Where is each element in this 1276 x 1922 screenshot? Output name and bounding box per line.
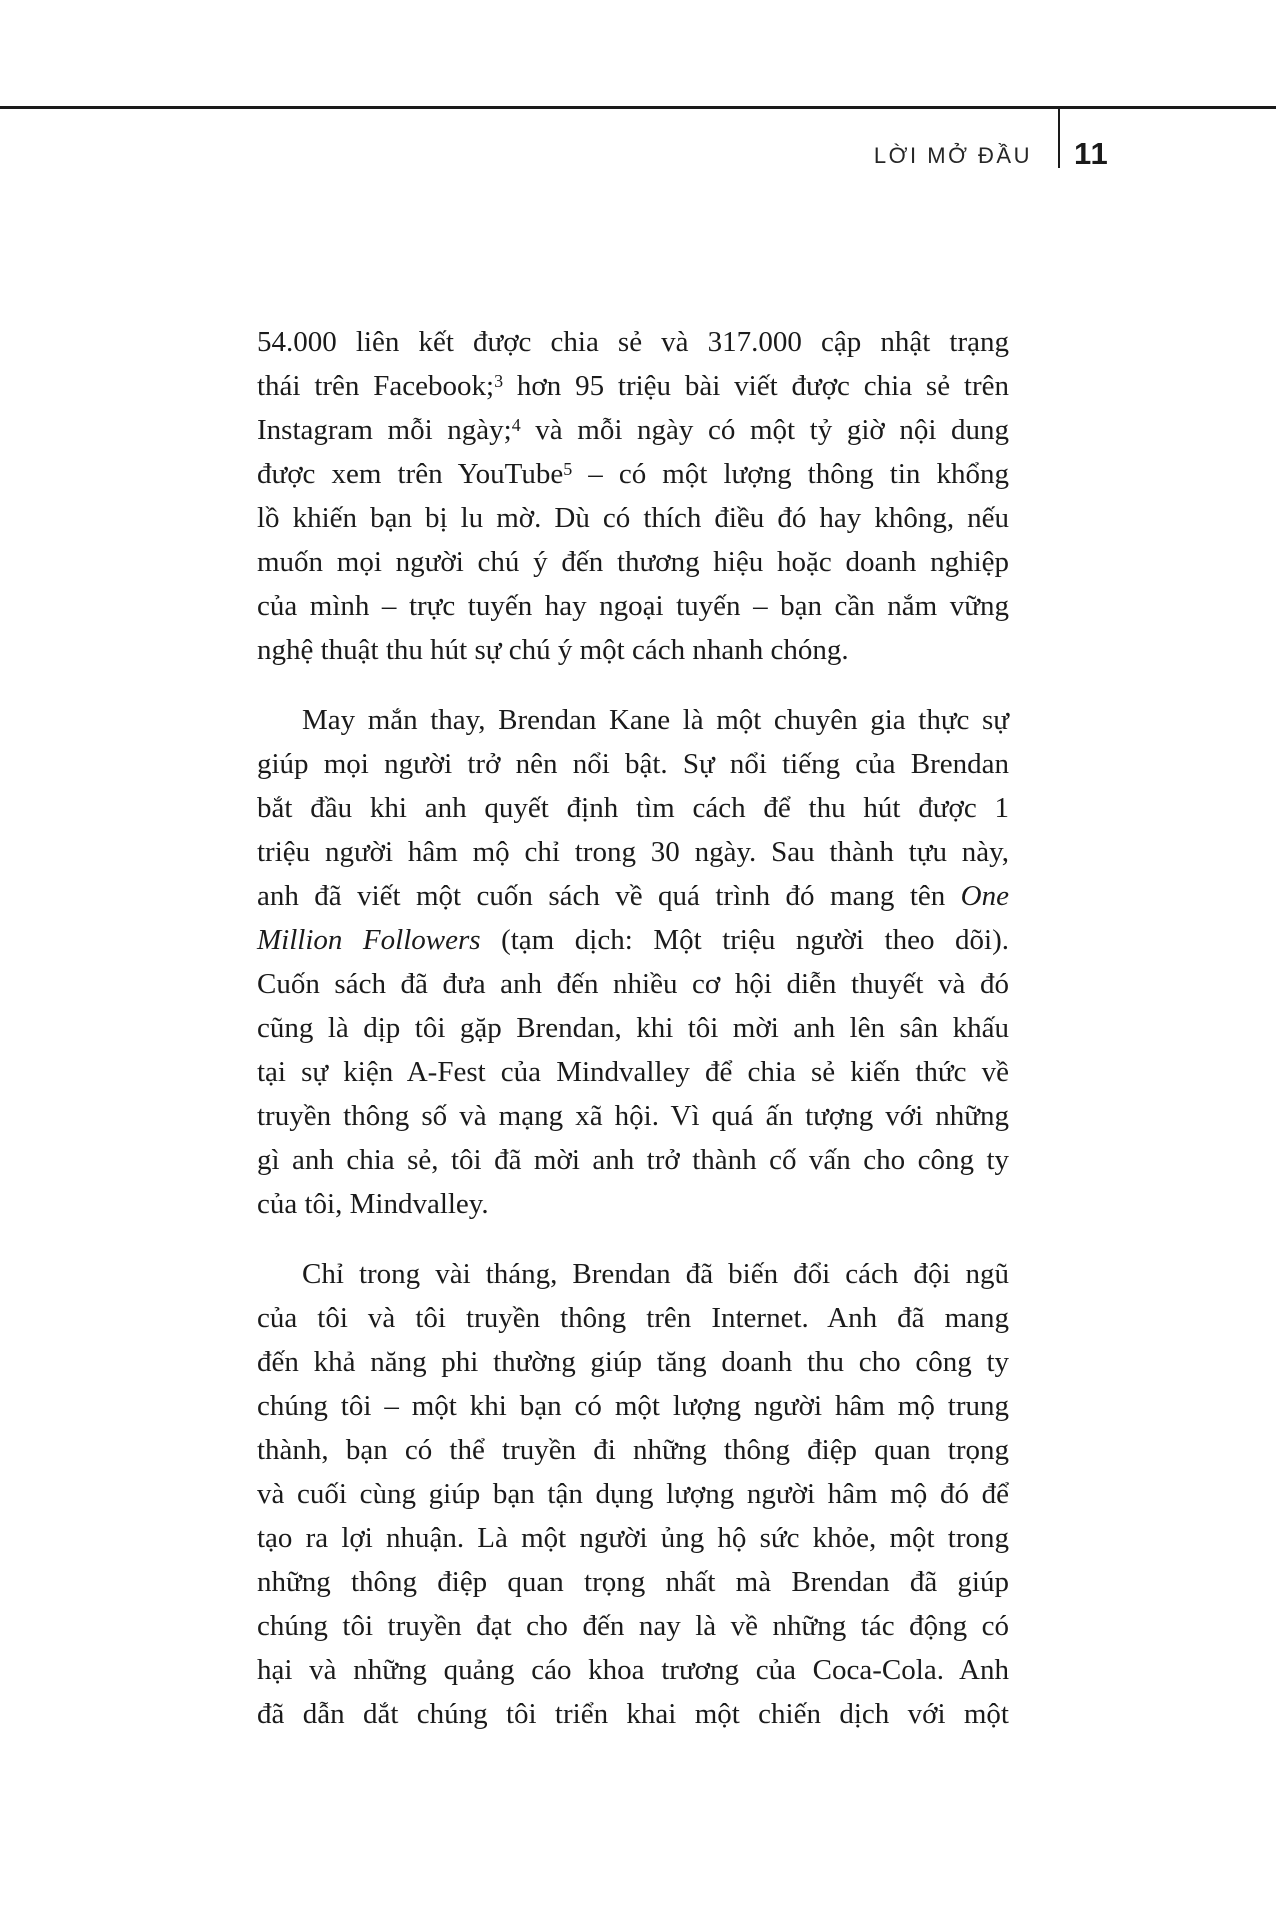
text-line: [257, 452, 1009, 496]
paragraph: [257, 1252, 1009, 1736]
text-line: [257, 1050, 1009, 1094]
text-segment: hại và những quảng cáo khoa trương của Coca-Cola. Anh: [257, 1654, 1009, 1686]
text-line: [257, 1472, 1009, 1516]
text-segment: của tôi và tôi truyền thông trên Internet. Anh đã mang: [257, 1302, 1009, 1334]
text-line: [257, 1138, 1009, 1182]
text-line: [257, 1006, 1009, 1050]
text-line: [257, 786, 1009, 830]
text-segment: anh đã viết một cuốn sách về quá trình đó mang tên: [257, 880, 961, 912]
paragraph: [257, 320, 1009, 672]
text-line: [257, 408, 1009, 452]
text-line: [257, 1604, 1009, 1648]
text-line: [257, 1094, 1009, 1138]
text-line: [257, 628, 1009, 672]
text-segment: lồ khiến bạn bị lu mờ. Dù có thích điều đó hay không, nếu: [257, 502, 1009, 534]
text-line: [257, 320, 1009, 364]
text-segment: chúng tôi – một khi bạn có một lượng người hâm mộ trung: [257, 1390, 1009, 1422]
text-segment: May mắn thay, Brendan Kane là một chuyên gia thực sự: [302, 704, 1009, 736]
footnote-reference: 4: [511, 415, 521, 436]
text-segment: Chỉ trong vài tháng, Brendan đã biến đổi cách đội ngũ: [302, 1258, 1009, 1290]
text-line: [257, 1384, 1009, 1428]
text-line: [257, 918, 1009, 962]
text-line: [257, 874, 1009, 918]
text-line: [257, 1516, 1009, 1560]
text-segment: những thông điệp quan trọng nhất mà Brendan đã giúp: [257, 1566, 1009, 1598]
text-segment: cũng là dịp tôi gặp Brendan, khi tôi mời anh lên sân khấu: [257, 1012, 1009, 1044]
header-top-rule: [0, 106, 1276, 109]
text-segment: truyền thông số và mạng xã hội. Vì quá ấn tượng với những: [257, 1100, 1009, 1132]
text-segment: Million Followers: [257, 924, 481, 956]
text-segment: của mình – trực tuyến hay ngoại tuyến – bạn cần nắm vững: [257, 590, 1009, 622]
text-line: [257, 742, 1009, 786]
text-segment: thái trên Facebook;: [257, 370, 495, 402]
header-divider-rule: [1058, 106, 1060, 168]
text-segment: – có một lượng thông tin khổng: [572, 458, 1009, 490]
text-line: [257, 1340, 1009, 1384]
text-line: [257, 540, 1009, 584]
text-segment: muốn mọi người chú ý đến thương hiệu hoặc doanh nghiệp: [257, 546, 1009, 578]
body-text: [257, 320, 1009, 1736]
text-line: [257, 962, 1009, 1006]
text-segment: tại sự kiện A-Fest của Mindvalley để chia sẻ kiến thức về: [257, 1056, 1009, 1088]
text-segment: đến khả năng phi thường giúp tăng doanh thu cho công ty: [257, 1346, 1009, 1378]
text-line: [257, 1648, 1009, 1692]
text-segment: và mỗi ngày có một tỷ giờ nội dung: [520, 414, 1009, 446]
text-segment: chúng tôi truyền đạt cho đến nay là về những tác động có: [257, 1610, 1009, 1642]
text-line: [257, 1296, 1009, 1340]
text-line: [257, 1560, 1009, 1604]
text-segment: và cuối cùng giúp bạn tận dụng lượng người hâm mộ đó để: [257, 1478, 1009, 1510]
text-line: [257, 364, 1009, 408]
text-segment: giúp mọi người trở nên nổi bật. Sự nổi tiếng của Brendan: [257, 748, 1009, 780]
text-line: [257, 1428, 1009, 1472]
text-segment: Cuốn sách đã đưa anh đến nhiều cơ hội diễn thuyết và đó: [257, 968, 1009, 1000]
text-segment: của tôi, Mindvalley.: [257, 1188, 489, 1220]
footnote-reference: 3: [494, 371, 504, 392]
text-line: [257, 1182, 1009, 1226]
text-segment: Instagram mỗi ngày;: [257, 414, 512, 446]
text-segment: One: [960, 880, 1009, 912]
text-line: [257, 1252, 1009, 1296]
text-segment: tạo ra lợi nhuận. Là một người ủng hộ sức khỏe, một trong: [257, 1522, 1009, 1554]
text-segment: nghệ thuật thu hút sự chú ý một cách nhanh chóng.: [257, 634, 849, 666]
text-line: [257, 1692, 1009, 1736]
text-line: [257, 584, 1009, 628]
text-line: [257, 496, 1009, 540]
text-line: [257, 830, 1009, 874]
text-segment: đã dẫn dắt chúng tôi triển khai một chiến dịch với một: [257, 1698, 1009, 1730]
text-segment: hơn 95 triệu bài viết được chia sẻ trên: [503, 370, 1009, 402]
text-segment: được xem trên YouTube: [257, 458, 564, 490]
page-number: 11: [1074, 136, 1109, 171]
running-head-section-title: LỜI MỞ ĐẦU: [873, 143, 1032, 168]
text-segment: 54.000 liên kết được chia sẻ và 317.000 cập nhật trạng: [257, 326, 1009, 358]
paragraph: [257, 698, 1009, 1226]
text-segment: triệu người hâm mộ chỉ trong 30 ngày. Sau thành tựu này,: [257, 836, 1009, 868]
text-segment: bắt đầu khi anh quyết định tìm cách để thu hút được 1: [257, 792, 1009, 824]
text-segment: gì anh chia sẻ, tôi đã mời anh trở thành cố vấn cho công ty: [257, 1144, 1009, 1176]
footnote-reference: 5: [563, 459, 573, 480]
text-segment: thành, bạn có thể truyền đi những thông điệp quan trọng: [257, 1434, 1009, 1466]
text-line: [257, 698, 1009, 742]
text-segment: (tạm dịch: Một triệu người theo dõi).: [480, 924, 1009, 956]
